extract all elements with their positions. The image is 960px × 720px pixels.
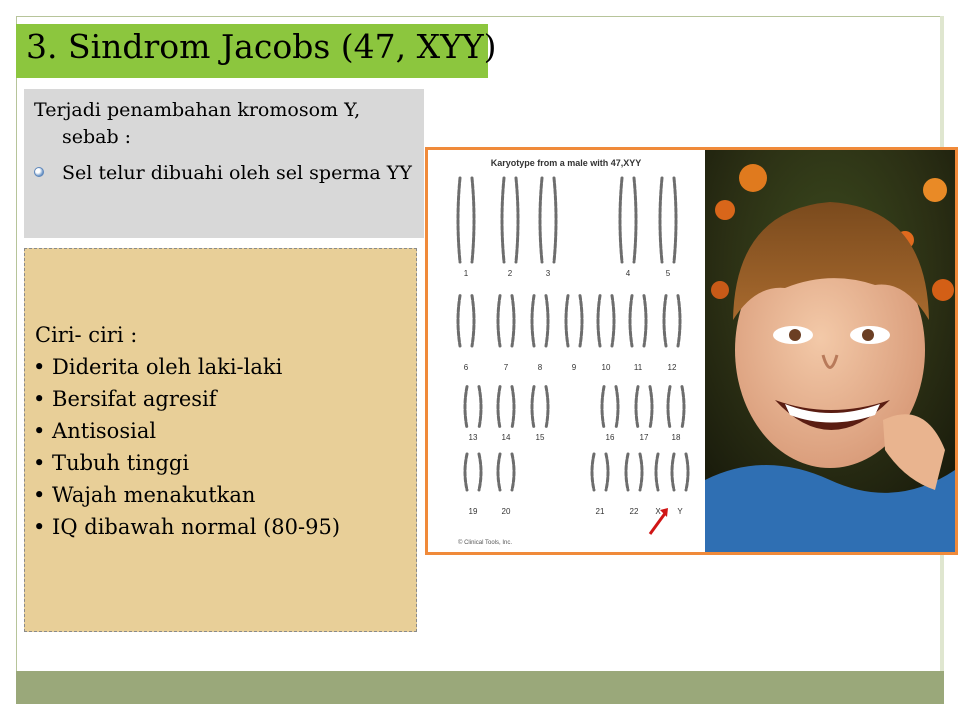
chromosome-label: 15 xyxy=(535,433,545,442)
chromosome-mark xyxy=(465,454,467,490)
chromosome-mark xyxy=(532,296,534,346)
chromosome-mark xyxy=(546,387,548,428)
chromosome-label: 7 xyxy=(503,363,509,372)
chromosome-mark xyxy=(546,296,548,346)
trait-item: • IQ dibawah normal (80-95) xyxy=(33,515,341,539)
chromosome-mark xyxy=(498,454,500,490)
chromosome-mark xyxy=(616,387,618,428)
chromosome-mark xyxy=(554,178,556,262)
chromosome-label: 22 xyxy=(629,507,639,516)
chromosome-mark xyxy=(532,387,534,428)
chromosome-mark xyxy=(592,454,594,490)
chromosome-mark xyxy=(644,296,646,346)
chromosome-mark xyxy=(580,296,582,346)
chromosome-label: 12 xyxy=(667,363,677,372)
cause-box xyxy=(24,89,424,238)
karyotype-image xyxy=(428,150,705,552)
chromosome-label: Y xyxy=(677,507,683,516)
chromosome-mark xyxy=(664,296,666,346)
chromosome-mark xyxy=(634,178,636,262)
chromosome-label: 5 xyxy=(665,269,671,278)
chromosome-mark xyxy=(472,178,474,262)
chromosome-mark xyxy=(612,296,614,346)
chromosome-mark xyxy=(502,178,504,262)
cause-line2: sebab : xyxy=(62,126,132,148)
chromosome-mark xyxy=(479,387,481,428)
karyotype-figure xyxy=(425,147,958,555)
chromosome-label: 16 xyxy=(605,433,615,442)
chromosome-mark xyxy=(465,387,467,428)
chromosome-label: 20 xyxy=(501,507,511,516)
chromosome-label: 3 xyxy=(545,269,551,278)
bullet-dot-icon xyxy=(34,167,44,177)
chromosome-mark xyxy=(512,454,514,490)
chromosome-mark xyxy=(598,296,600,346)
chromosome-mark xyxy=(498,296,500,346)
chromosome-label: 17 xyxy=(639,433,649,442)
boy-photo xyxy=(705,150,955,552)
chromosome-mark xyxy=(668,387,670,428)
chromosome-mark xyxy=(566,296,568,346)
trait-item: • Antisosial xyxy=(33,419,157,443)
chromosome-label: 2 xyxy=(507,269,513,278)
chromosome-label: 11 xyxy=(633,363,643,372)
cause-line1: Terjadi penambahan kromosom Y, xyxy=(34,99,361,121)
chromosome-mark xyxy=(630,296,632,346)
traits-list xyxy=(33,351,340,543)
chromosome-mark xyxy=(512,296,514,346)
chromosome-label: 6 xyxy=(463,363,469,372)
chromosome-mark xyxy=(540,178,542,262)
chromosome-label: 14 xyxy=(501,433,511,442)
chromosome-mark xyxy=(636,387,638,428)
title-bar xyxy=(16,24,497,78)
chromosome-label: 18 xyxy=(671,433,681,442)
chromosome-label: X xyxy=(655,507,661,516)
chromosome-label: 1 xyxy=(463,269,469,278)
chromosome-mark xyxy=(640,454,642,490)
chromosome-label: 9 xyxy=(571,363,577,372)
chromosome-mark xyxy=(660,178,662,262)
traits-box xyxy=(24,248,417,632)
chromosome-label: 10 xyxy=(601,363,611,372)
chromosome-mark xyxy=(458,296,460,346)
chromosome-mark xyxy=(479,454,481,490)
slide-title: 3. Sindrom Jacobs (47, XYY) xyxy=(26,27,497,66)
traits-title: Ciri- ciri : xyxy=(35,323,138,347)
chromosome-mark xyxy=(672,454,674,490)
chromosome-mark xyxy=(626,454,628,490)
cause-bullet: Sel telur dibuahi oleh sel sperma YY xyxy=(62,162,412,184)
chromosome-label: 19 xyxy=(468,507,478,516)
chromosome-mark xyxy=(682,387,684,428)
karyotype-caption: Karyotype from a male with 47,XYY xyxy=(490,158,642,168)
karyotype-credit: © Clinical Tools, Inc. xyxy=(458,540,512,546)
chromosome-mark xyxy=(498,387,500,428)
chromosome-mark xyxy=(678,296,680,346)
chromosome-label: 13 xyxy=(468,433,478,442)
chromosome-mark xyxy=(650,387,652,428)
chromosome-mark xyxy=(674,178,676,262)
chromosome-mark xyxy=(606,454,608,490)
chromosome-mark xyxy=(686,454,688,490)
chromosome-label: 8 xyxy=(537,363,543,372)
chromosome-mark xyxy=(602,387,604,428)
chromosome-label: 4 xyxy=(625,269,631,278)
chromosome-mark xyxy=(516,178,518,262)
trait-item: • Bersifat agresif xyxy=(33,387,217,411)
chromosome-mark xyxy=(472,296,474,346)
chromosome-mark xyxy=(620,178,622,262)
chromosome-mark xyxy=(656,454,658,490)
chromosome-mark xyxy=(512,387,514,428)
chromosome-label: 21 xyxy=(595,507,605,516)
trait-item: • Tubuh tinggi xyxy=(33,451,190,475)
trait-item: • Diderita oleh laki-laki xyxy=(33,355,283,379)
trait-item: • Wajah menakutkan xyxy=(33,483,256,507)
footer-bar xyxy=(16,671,944,704)
chromosome-mark xyxy=(458,178,460,262)
